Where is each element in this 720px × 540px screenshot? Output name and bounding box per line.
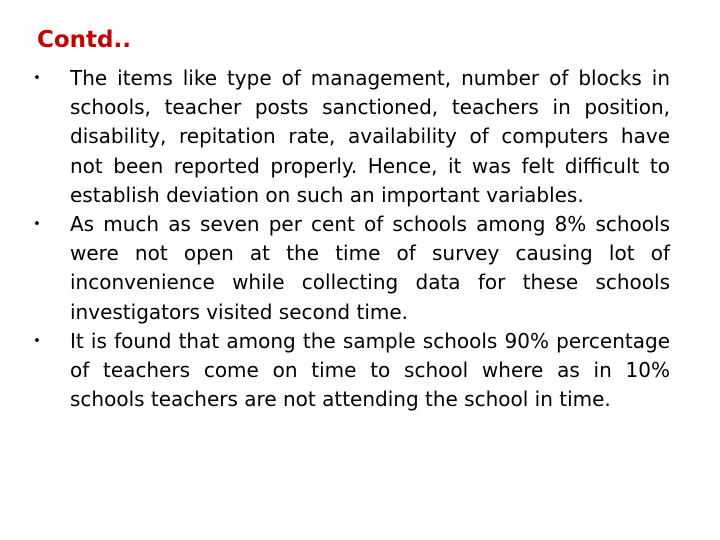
bullet-item (30, 327, 670, 415)
bullet-list (30, 64, 670, 414)
bullet-item (30, 64, 670, 210)
slide-title: Contd.. (37, 27, 131, 53)
bullet-item (30, 210, 670, 327)
bullet-text: It is found that among the sample schools 90% percentage of teachers come on time to school where as in 10% schools teachers are not attending the school in time. (70, 328, 670, 412)
bullet-dot-icon: • (33, 71, 41, 86)
bullet-text: As much as seven per cent of schools among 8% schools were not open at the time of survey causing lot of inconvenience while collecting data for these schools investigators visited second time. (70, 212, 670, 324)
bullet-dot-icon: • (33, 217, 41, 233)
bullet-dot-icon: • (33, 333, 41, 349)
bullet-text: The items like type of management, number of blocks in schools, teacher posts sanctioned, teachers in position, disability, repitation rate, availability of computers have not been reported properly. Hence, it was felt difficult to establish deviation on such an important variables. (70, 66, 670, 207)
